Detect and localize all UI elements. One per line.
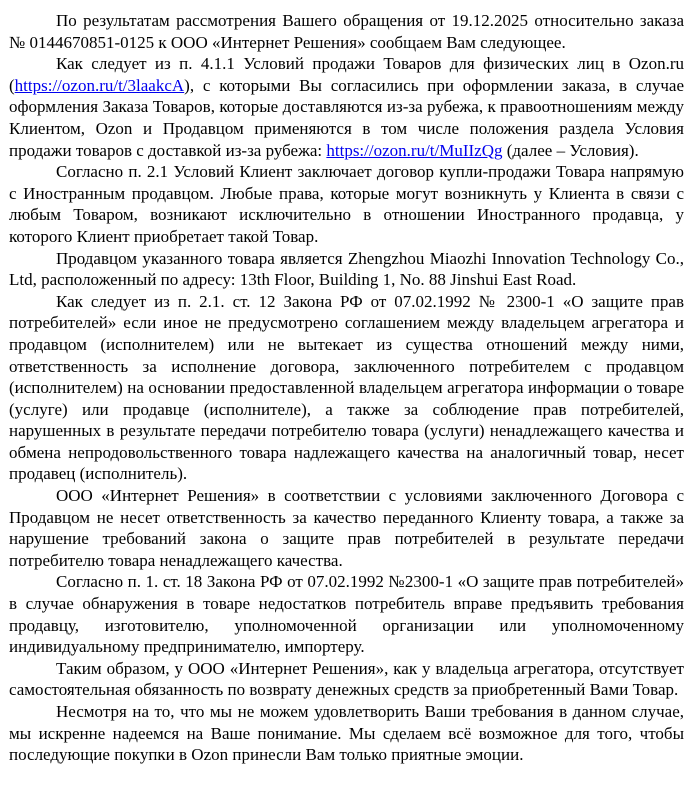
ozon-terms-link[interactable]: https://ozon.ru/t/MuIIzQg: [326, 140, 503, 160]
liability-disclaimer-paragraph: [9, 485, 684, 571]
text-run: Продавцом указанного товара является Zhengzhou Miaozhi Innovation Technology Co., Ltd, расположенный по адресу: 13th Floor, Building 1, No. 88 Jinshui East Road.: [9, 248, 684, 290]
text-run: По результатам рассмотрения Вашего обращения от 19.12.2025 относительно заказа № 0144670851-0125 к ООО «Интернет Решения» сообщаем Вам следующее.: [9, 11, 684, 52]
intro-paragraph: [9, 10, 684, 53]
conclusion-paragraph: [9, 658, 684, 701]
text-run: (далее – Условия).: [502, 140, 639, 160]
text-run: Как следует из п. 4.1.1 Условий продажи Товаров для физических лиц в Ozon.ru (: [9, 54, 684, 95]
text-run: ), с которыми Вы согласились при оформлении заказа, в случае оформления Заказа Товаров, которые доставляются из-за рубежа, к правоотношениям между Клиентом, Ozon и Продавцом применяются в том числе положения раздела Условия продажи товаров с доставкой из-за рубежа:: [9, 75, 684, 160]
text-run: Как следует из п. 2.1. ст. 12 Закона РФ от 07.02.1992 № 2300-1 «О защите прав потребителей» если иное не предусмотрено соглашением между владельцем агрегатора и продавцом (исполнителем) или не вытекает из существа отношений между ними, ответственность за исполнение договора, заключенного потребителем с продавцом (исполнителем) на основании предоставленной владельцем агрегатора информации о товаре (услуге) или продавце (исполнителе), а также за соблюдение прав потребителей, нарушенных в результате передачи потребителю товара (услуги) ненадлежащего качества и обмена непродовольственного товара надлежащего качества на аналогичный товар, несет продавец (исполнитель).: [9, 291, 684, 484]
clause-2-1-paragraph: [9, 161, 684, 247]
ozon-terms-link[interactable]: https://ozon.ru/t/3laakcA: [14, 75, 185, 95]
text-run: Согласно п. 1. ст. 18 Закона РФ от 07.02.1992 №2300-1 «О защите прав потребителей» в случае обнаружения в товаре недостатков потребитель вправе предъявить требования продавцу, изготовителю, уполномоченной организации или уполномоченному индивидуальному предпринимателю, импортеру.: [9, 572, 684, 657]
letter-body: [9, 10, 684, 766]
text-run: Таким образом, у ООО «Интернет Решения», как у владельца агрегатора, отсутствует самостоятельная обязанность по возврату денежных средств за приобретенный Вами Товар.: [9, 658, 684, 700]
text-run: ООО «Интернет Решения» в соответствии с условиями заключенного Договора с Продавцом не несет ответственность за качество переданного Клиенту товара, а также за нарушение требований закона о защите прав потребителей в результате передачи потребителю товара ненадлежащего качества.: [9, 486, 684, 570]
text-run: Согласно п. 2.1 Условий Клиент заключает договор купли-продажи Товара напрямую с Иностранным продавцом. Любые права, которые могут возникнуть у Клиента в связи с любым Товаром, возникают исключительно в отношении Иностранного продавца, у которого Клиент приобретает такой Товар.: [9, 162, 684, 246]
terms-reference-paragraph: [9, 53, 684, 161]
closing-paragraph: [9, 701, 684, 766]
text-run: Несмотря на то, что мы не можем удовлетворить Ваши требования в данном случае, мы искренне надеемся на Ваше понимание. Мы сделаем всё возможное для того, чтобы последующие покупки в Ozon принесли Вам только приятные эмоции.: [9, 702, 684, 765]
seller-info-paragraph: [9, 248, 684, 291]
law-article-18-paragraph: [9, 571, 684, 657]
law-article-12-paragraph: [9, 291, 684, 485]
